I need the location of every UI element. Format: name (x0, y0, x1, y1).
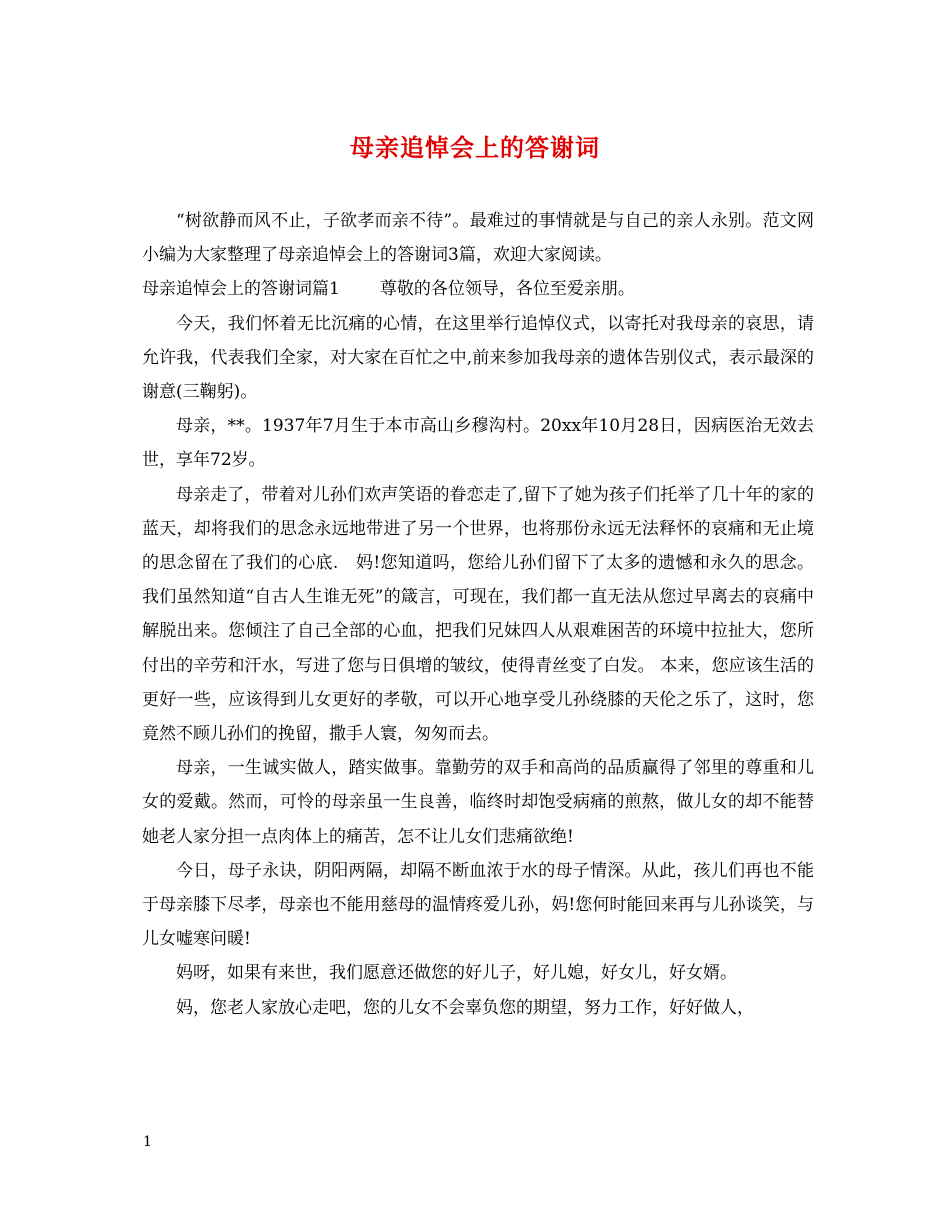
paragraph-6: 妈呀，如果有来世，我们愿意还做您的好儿子，好儿媳，好女儿，好女婿。 (176, 963, 737, 984)
section-heading-line (142, 272, 814, 306)
paragraph-4: 母亲，一生诚实做人，踏实做事。靠勤劳的双手和高尚的品质赢得了邻里的尊重和儿女的爱戴。然而，可怜的母亲虽一生良善，临终时却饱受病痛的煎熬，做儿女的却不能替她老人家分担一点肉体上的痛苦，怎不让儿女们悲痛欲绝! (142, 758, 814, 847)
section-greeting: 尊敬的各位领导，各位至爱亲朋。 (379, 279, 635, 300)
document-body (142, 204, 814, 1025)
intro-line-2: 范文网小编为大家整理了母亲追悼会上的答谢词3篇，欢迎大家阅读。 (142, 211, 814, 266)
paragraph-5: 今日，母子永诀，阴阳两隔，却隔不断血浓于水的母子情深。从此，孩儿们再也不能于母亲膝下尽孝，母亲也不能用慈母的温情疼爱儿孙，妈!您何时能回来再与儿孙谈笑，与儿女嘘寒问暖! (142, 860, 814, 950)
section-heading: 母亲追悼会上的答谢词篇1 (142, 279, 340, 300)
paragraph-3: 母亲走了，带着对儿孙们欢声笑语的眷恋走了,留下了她为孩子们托举了几十年的家的蓝天，却将我们的思念永远地带进了另一个世界，也将那份永远无法释怀的哀痛和无止境的思念留在了我们的心底. 妈!您知道吗，您给儿孙们留下了太多的遗憾和永久的思念。我们虽然知道“自古人生谁无死”的箴言，可现在，我们都一直无法从您过早离去的哀痛中解脱出来。您倾注了自己全部的心血，把我们兄妹四人从艰难困苦的环境中拉扯大，您所付出的辛劳和汗水，写进了您与日俱增的皱纹，使得青丝变了白发。 本来，您应该生活的更好一些，应该得到儿女更好的孝敬，可以开心地享受儿孙绕膝的天伦之乐了，这时，您竟然不顾儿孙们的挽留，撒手人寰，匆匆而去。 (142, 484, 814, 745)
paragraph-7: 妈，您老人家放心走吧，您的儿女不会辜负您的期望，努力工作，好好做人， (176, 997, 754, 1018)
document-title: 母亲追悼会上的答谢词 (350, 133, 600, 162)
intro-paragraph (142, 204, 814, 272)
page-number: 1 (143, 1134, 152, 1150)
paragraph-1: 今天，我们怀着无比沉痛的心情，在这里举行追悼仪式，以寄托对我母亲的哀思，请允许我，代表我们全家，对大家在百忙之中,前来参加我母亲的遗体告别仪式，表示最深的谢意(三鞠躬)。 (142, 313, 814, 403)
paragraph-2: 母亲，**。1937年7月生于本市高山乡穆沟村。20xx年10月28日，因病医治无效去世，享年72岁。 (142, 416, 814, 471)
intro-line-1: “树欲静而风不止，子欲孝而亲不待”。最难过的事情就是与自己的亲人永别。 (176, 211, 763, 231)
